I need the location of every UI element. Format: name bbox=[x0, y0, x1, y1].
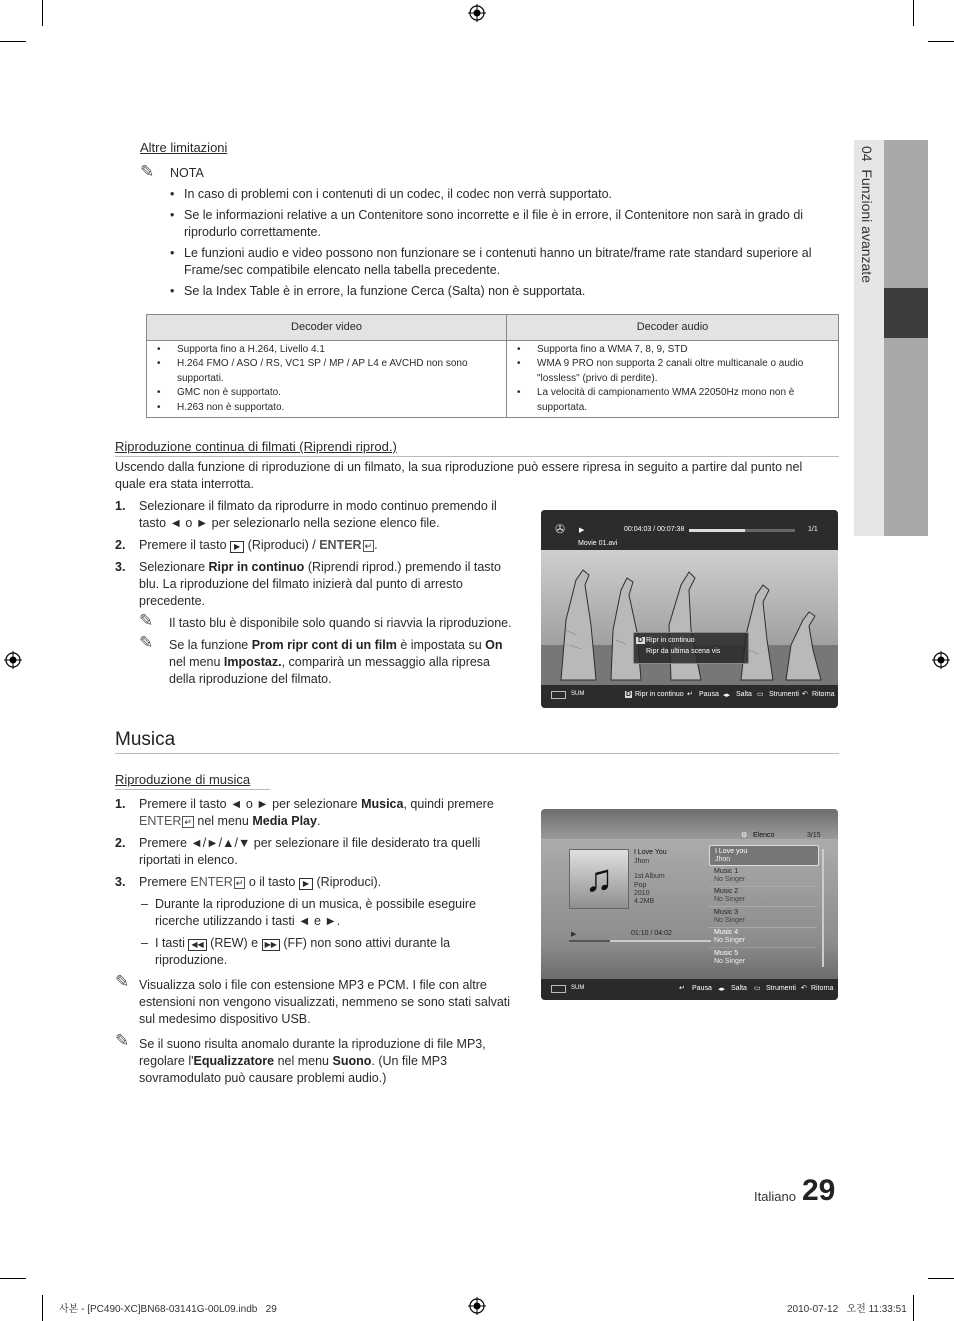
dash-item: – I tasti ◀◀ (REW) e ▶▶ (FF) non sono attivi durante la riproduzione. bbox=[141, 936, 451, 967]
note-label: NOTA bbox=[170, 166, 204, 180]
bar-item-resume: Ripr in continuo bbox=[635, 691, 684, 698]
music-progress bbox=[569, 940, 711, 942]
section-title-musica: Musica bbox=[115, 729, 176, 750]
enter-key-icon: ↵ bbox=[184, 817, 192, 827]
play-icon: ▶ bbox=[579, 527, 585, 534]
step-note-2: ✎ Se la funzione Prom ripr cont di un film è impostata su On nel menu Impostaz., comparirà un messaggio alla ripresa della riproduzione del filmato. bbox=[139, 633, 503, 686]
arrows-icon: ◂▸ bbox=[718, 986, 726, 993]
table-cell: • Supporta fino a H.264, Livello 4.1 • H.264 FMO / ASO / RS, VC1 SP / MP / AP L4 e AVCHD non sono supportati. • GMC non è supportato. • H.263 non è supportato. bbox=[147, 340, 507, 418]
step-note-1: ✎ Il tasto blu è disponibile solo quando si riavvia la riproduzione. bbox=[139, 611, 512, 630]
note-pencil-icon: ✎ bbox=[115, 1031, 130, 1050]
dash-item: – Durante la riproduzione di un musica, è possibile eseguire ricerche utilizzando i tasti ◄ e ►. bbox=[141, 897, 477, 928]
resume-popup: D Ripr in continuo Ripr da ultima scena vis bbox=[633, 632, 749, 664]
footer-date: 2010-07-12 오전 11:33:51 bbox=[787, 1304, 907, 1315]
crop-mark bbox=[913, 1295, 914, 1321]
play-key-icon: ▶ bbox=[230, 541, 244, 553]
video-filename: Movie 01.avi bbox=[578, 540, 618, 547]
crop-mark bbox=[928, 41, 954, 42]
enter-key-icon: ↵ bbox=[679, 985, 685, 992]
enter-key-icon: ↵ bbox=[235, 878, 244, 888]
crop-mark bbox=[928, 1278, 954, 1279]
video-time: 00:04:03 / 00:07:38 bbox=[624, 526, 685, 533]
step-3: 3. Selezionare Ripr in continuo (Riprendi riprod.) premendo il tasto blu. La riproduzione del filmato inizierà dal punto di arresto precedente. bbox=[115, 560, 501, 608]
note-item: ✎ Visualizza solo i file con estensione MP3 e PCM. I file con altre estensioni non vengono visualizzati, nemmeno se sono stati salvati sul medesimo dispositivo USB. bbox=[115, 972, 511, 1026]
device-label: SUM bbox=[571, 985, 585, 991]
note-pencil-icon: ✎ bbox=[140, 162, 155, 181]
list-label: Elenco bbox=[753, 832, 775, 839]
crop-mark bbox=[42, 1295, 43, 1321]
play-key-icon: ▶ bbox=[299, 878, 313, 890]
return-icon: ↶ bbox=[802, 691, 808, 698]
registration-mark-icon bbox=[932, 651, 950, 669]
step-3: 3. Premere ENTER ↵ o il tasto ▶ (Riproduci). bbox=[115, 875, 382, 889]
arrows-icon: ◂▸ bbox=[723, 692, 731, 699]
film-reel-icon: ✇ bbox=[555, 522, 566, 536]
track-item[interactable]: Music 1 No Singer bbox=[709, 867, 817, 887]
rew-key-icon: ◀◀ bbox=[188, 939, 206, 951]
list-item: • Le funzioni audio e video possono non funzionare se i contenuti hanno un bitrate/frame rate standard superiore al Frame/sec compatibile elencato nella tabella precedente. bbox=[170, 246, 812, 277]
step-1: 1. Selezionare il filmato da riprodurre in modo continuo premendo il tasto ◄ o ► per selezionarlo nella sezione elenco file. bbox=[115, 499, 497, 530]
video-count: 1/1 bbox=[808, 526, 818, 533]
giraffe-scene-image bbox=[541, 550, 838, 690]
music-player-screenshot: ⚙ Elenco 3/15 ♫ I Love You Jhon 1st Album Pop 2010 4.2MB ▶ 01:10 / 04:02 I Love you Jhon Music 1 No Singer Music 2 No Singer Music 3 No Singer Music 4 No Singer Music 5 No Singer SUM ↵ Pausa ◂▸ Salta ▭ Strumenti ↶ Ritorna bbox=[541, 809, 838, 1000]
crop-mark bbox=[0, 41, 26, 42]
track-item[interactable]: Music 4 No Singer bbox=[709, 928, 817, 948]
video-player-screenshot: ✇ ▶ 00:04:03 / 00:07:38 1/1 Movie 01.avi D Ripr in continuo Ripr da ultima scena vis SUM D Ripr in continuo ↵ Pausa ◂▸ Salta ▭ Strumenti ↶ Ritorna bbox=[541, 510, 838, 708]
list-count: 3/15 bbox=[807, 832, 821, 839]
registration-mark-icon bbox=[4, 651, 22, 669]
registration-mark-icon bbox=[468, 1297, 486, 1315]
device-label: SUM bbox=[571, 691, 585, 697]
side-tab-label: 04 Funzioni avanzate bbox=[859, 146, 875, 283]
crop-mark bbox=[913, 0, 914, 26]
note-pencil-icon: ✎ bbox=[139, 611, 154, 630]
crop-mark bbox=[0, 1278, 26, 1279]
bar-item-skip: Salta bbox=[736, 691, 752, 698]
tools-icon: ▭ bbox=[754, 985, 761, 992]
bar-item-tools: Strumenti bbox=[769, 691, 799, 698]
music-time: 01:10 / 04:02 bbox=[631, 930, 672, 937]
usb-icon bbox=[551, 691, 566, 699]
video-progress bbox=[689, 529, 795, 532]
section-intro: Uscendo dalla funzione di riproduzione di un filmato, la sua riproduzione può essere ripresa in seguito a partire dal punto nel quale era stata interrotta. bbox=[115, 460, 803, 491]
bar-item-return: Ritorna bbox=[811, 985, 834, 992]
footer-filename: 사본 - [PC490-XC]BN68-03141G-00L09.indb 29 bbox=[59, 1304, 277, 1315]
section-heading-riprendi: Riproduzione continua di filmati (Riprendi riprod.) bbox=[115, 439, 397, 454]
list-item: • In caso di problemi con i contenuti di un codec, il codec non verrà supportato. bbox=[170, 187, 613, 201]
table-header: Decoder audio bbox=[507, 315, 839, 341]
side-tab bbox=[854, 140, 928, 536]
page-number: 29 bbox=[802, 1174, 836, 1207]
note-pencil-icon: ✎ bbox=[139, 633, 154, 652]
bar-item-return: Ritorna bbox=[812, 691, 835, 698]
track-item[interactable]: Music 2 No Singer bbox=[709, 887, 817, 907]
bar-item-skip: Salta bbox=[731, 985, 747, 992]
table-cell: • Supporta fino a WMA 7, 8, 9, STD • WMA 9 PRO non supporta 2 canali oltre multicanale o audio "lossless" (privo di perdite). • La velocità di campionamento WMA 22050Hz mono non è supportata. bbox=[507, 340, 839, 418]
music-note-icon: ♫ bbox=[584, 858, 614, 900]
decoder-table bbox=[146, 314, 839, 418]
list-item: • Se la Index Table è in errore, la funzione Cerca (Salta) non è supportata. bbox=[170, 284, 586, 298]
enter-key-icon: ↵ bbox=[687, 691, 693, 698]
note-item: ✎ Se il suono risulta anomalo durante la riproduzione di file MP3, regolare l'Equalizzatore nel menu Suono. (Un file MP3 sovramodulato può causare problemi audio.) bbox=[115, 1031, 486, 1085]
steps-musica bbox=[115, 796, 515, 1092]
album-art bbox=[569, 849, 629, 909]
steps-riprendi bbox=[115, 498, 515, 693]
registration-mark-icon bbox=[468, 4, 486, 22]
step-2: 2. Premere ◄/►/▲/▼ per selezionare il file desiderato tra quelli riportati in elenco. bbox=[115, 836, 481, 867]
bar-item-pause: Pausa bbox=[692, 985, 712, 992]
ff-key-icon: ▶▶ bbox=[262, 939, 280, 951]
track-item[interactable]: Music 3 No Singer bbox=[709, 908, 817, 928]
track-list bbox=[709, 845, 819, 969]
crop-mark bbox=[42, 0, 43, 26]
bar-item-pause: Pausa bbox=[699, 691, 719, 698]
list-icon: ⚙ bbox=[741, 832, 748, 839]
scrollbar[interactable] bbox=[822, 849, 824, 967]
footer-language: Italiano bbox=[754, 1189, 796, 1204]
limitations-list bbox=[170, 186, 835, 304]
step-1: 1. Premere il tasto ◄ o ► per selezionare Musica, quindi premere ENTER ↵ nel menu Media Play. bbox=[115, 797, 494, 828]
note-pencil-icon: ✎ bbox=[115, 972, 130, 991]
section-heading-altre-limitazioni: Altre limitazioni bbox=[140, 140, 228, 155]
step-2: 2. Premere il tasto ▶ (Riproduci) / ENTER ↵ . bbox=[115, 538, 378, 552]
section-heading-musica: Riproduzione di musica bbox=[115, 772, 251, 787]
track-item-selected[interactable]: I Love you Jhon bbox=[709, 845, 819, 866]
usb-icon bbox=[551, 985, 566, 993]
bar-item-tools: Strumenti bbox=[766, 985, 796, 992]
enter-key-icon: ↵ bbox=[364, 541, 373, 551]
track-item[interactable]: Music 5 No Singer bbox=[714, 950, 746, 965]
list-item: • Se le informazioni relative a un Contenitore sono incorrette e il file è in errore, il Contenitore non sarà in grado di riprodurlo correttamente. bbox=[170, 208, 804, 239]
tools-icon: ▭ bbox=[757, 691, 764, 698]
table-header: Decoder video bbox=[147, 315, 507, 341]
play-icon: ▶ bbox=[571, 931, 577, 938]
return-icon: ↶ bbox=[801, 985, 807, 992]
